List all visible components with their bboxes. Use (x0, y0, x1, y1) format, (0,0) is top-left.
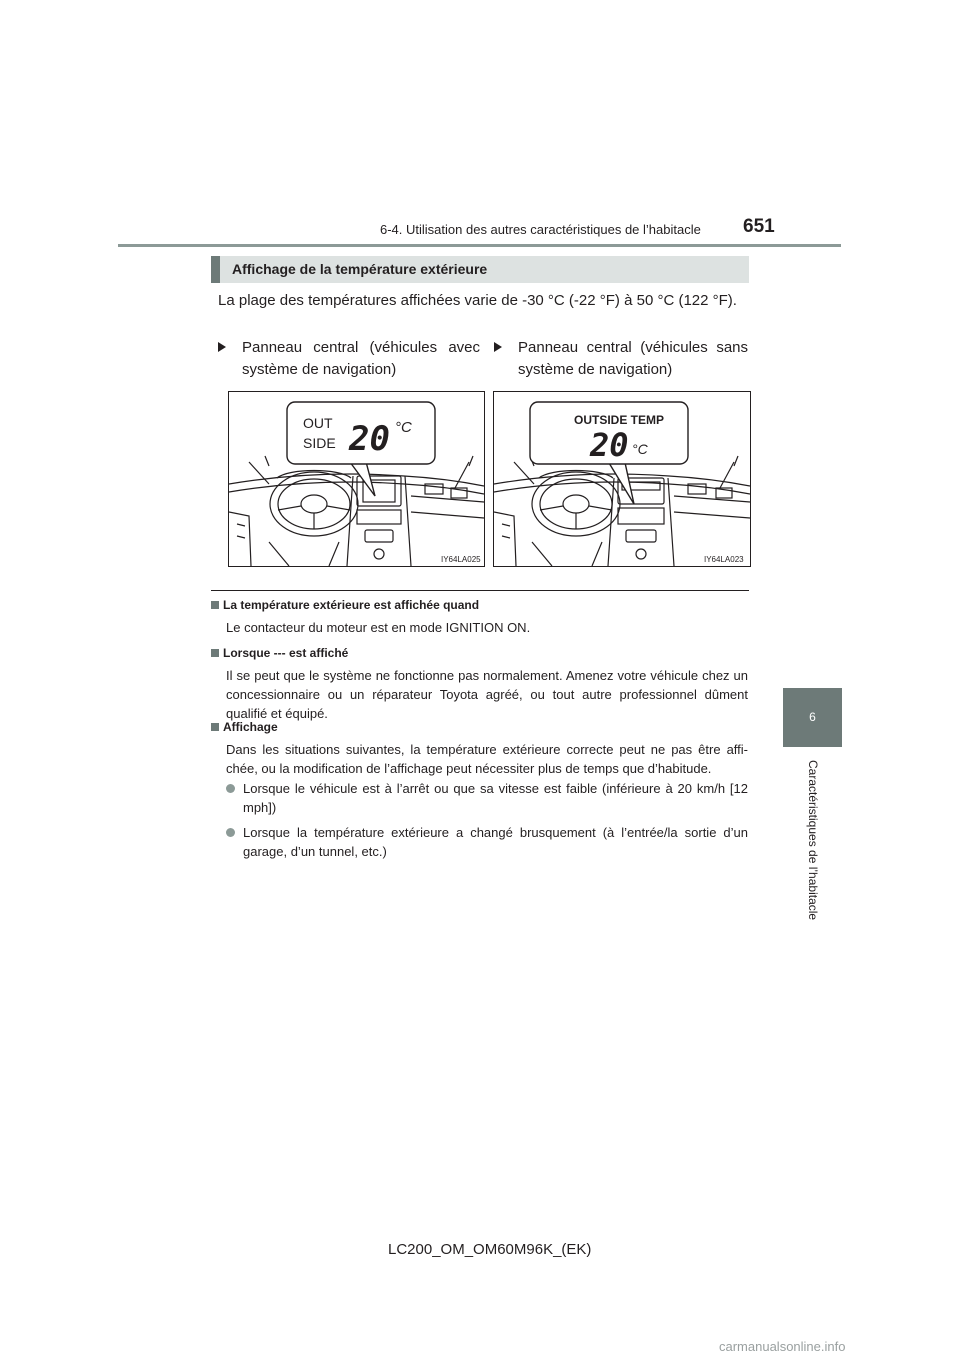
page-number: 651 (743, 216, 775, 237)
square-bullet-icon (211, 601, 219, 609)
header-rule (118, 244, 841, 247)
display-unit: °C (632, 441, 648, 457)
note-body: Il se peut que le système ne fonctionne pas normalement. Amenez votre véhicule chez un concessionnaire ou un réparateur Toyota agréé, ou tout autre professionnel dûment qualifié et équipé. (226, 668, 748, 721)
watermark: carmanualsonline.info (719, 1339, 846, 1354)
note-body: Le contacteur du moteur est en mode IGNITION ON. (226, 620, 531, 635)
display-label-out: OUT (303, 415, 333, 431)
section-heading (211, 256, 749, 283)
note-heading: La température extérieure est affichée quand (211, 598, 749, 612)
square-bullet-icon (211, 649, 219, 657)
running-header: 6-4. Utilisation des autres caractéristiques de l’habitacle (380, 222, 701, 237)
figure-caption-without-nav: Panneau central (véhicules sans système de navigation) (494, 337, 748, 385)
separator-rule (211, 590, 749, 591)
footer-model-code: LC200_OM_OM60M96K_(EK) (388, 1241, 592, 1258)
square-bullet-icon (211, 723, 219, 731)
display-label: OUTSIDE TEMP (574, 413, 665, 427)
triangle-bullet-icon (218, 342, 226, 352)
list-item: Lorsque le véhicule est à l’arrêt ou que sa vitesse est faible (inférieure à 20 km/h [12 mph]) (226, 779, 748, 819)
figure-with-navigation (228, 391, 485, 567)
figure-without-navigation (493, 391, 751, 567)
display-unit: °C (395, 419, 412, 436)
figure-code: IY64LA023 (704, 555, 744, 564)
chapter-title: Caractéristiques de l’habitacle (806, 760, 820, 921)
note-heading: Affichage (211, 720, 749, 734)
figure-code: IY64LA025 (441, 555, 481, 564)
note-heading: Lorsque --- est affiché (211, 646, 749, 660)
section-title: Affichage de la température extérieure (232, 261, 488, 277)
figure-caption-with-nav: Panneau central (véhicules avec système de navigation) (218, 337, 480, 385)
display-value: 20 (590, 426, 629, 464)
display-label-side: SIDE (303, 435, 336, 451)
chapter-tab (783, 688, 842, 747)
triangle-bullet-icon (494, 342, 502, 352)
dashboard-illustration (229, 392, 484, 566)
dashboard-illustration (494, 392, 750, 566)
list-item: Lorsque la température extérieure a changé brusquement (à l’entrée/la sortie d’un garage, d’un tunnel, etc.) (226, 823, 748, 863)
intro-paragraph: La plage des températures affichées varie de -30 °C (-22 °F) à 50 °C (122 °F). (218, 292, 737, 309)
chapter-number: 6 (809, 710, 816, 724)
display-value: 20 (349, 419, 390, 459)
note-body: Dans les situations suivantes, la température extérieure correcte peut ne pas être affi- chée, ou la modification de l’affichage peut nécessiter plus de temps que d’habitude. (226, 742, 748, 776)
circle-bullet-icon (226, 784, 235, 793)
circle-bullet-icon (226, 828, 235, 837)
